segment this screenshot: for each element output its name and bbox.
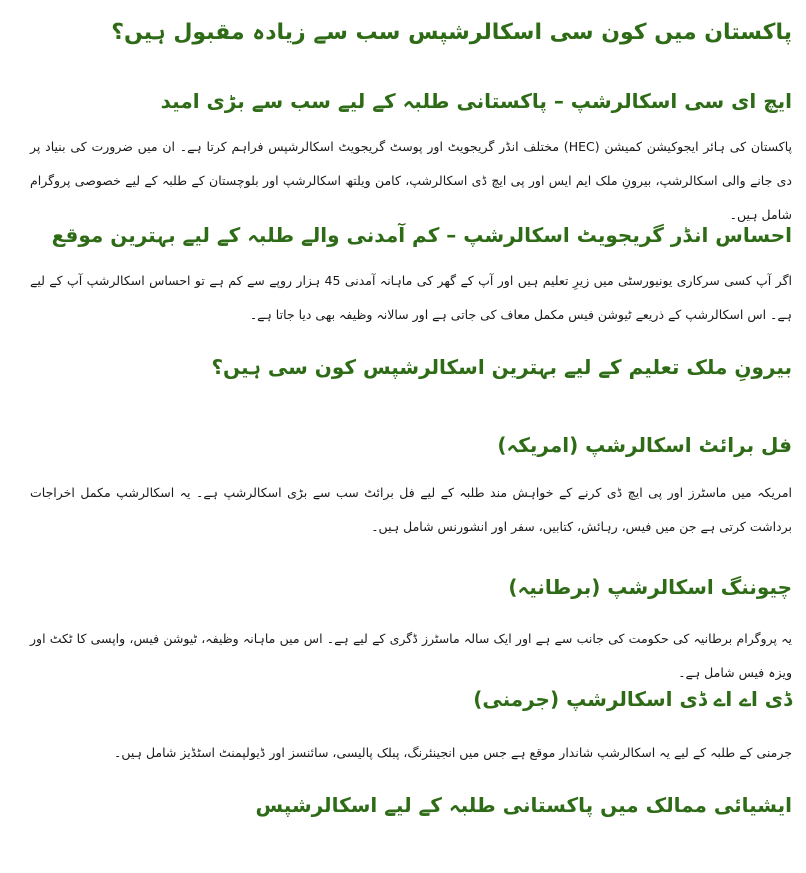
ehsaas-scholarship-paragraph: اگر آپ کسی سرکاری یونیورسٹی میں زیرِ تعلیم ہیں اور آپ کے گھر کی ماہانہ آمدنی 45 ہزار روپے سے کم ہے تو احساس اسکالرشپ آپ کے لیے ہے۔ اس اسکالرشپ کے ذریعے ٹیوشن فیس مکمل معاف کی جاتی ہے اور سالانہ وظیفہ بھی دیا جاتا ہے۔: [30, 273, 792, 322]
ehsaas-heading-block: [30, 208, 792, 260]
hec-scholarship-heading: ایچ ای سی اسکالرشپ – پاکستانی طلبہ کے لیے سب سے بڑی امید: [160, 89, 792, 113]
daad-scholarship-paragraph: جرمنی کے طلبہ کے لیے یہ اسکالرشپ شاندار موقع ہے جس میں انجینئرنگ، پبلک پالیسی، سائنسز اور ڈیولپمنٹ اسٹڈیز شامل ہیں۔: [114, 745, 792, 760]
daad-paragraph-block: [30, 726, 792, 782]
asia-heading-block: [30, 782, 792, 832]
hec-paragraph-block: [30, 126, 792, 222]
main-heading: پاکستان میں کون سی اسکالرشپس سب سے زیادہ مقبول ہیں؟: [111, 20, 792, 45]
abroad-scholarships-heading: بیرونِ ملک تعلیم کے لیے بہترین اسکالرشپس کون سی ہیں؟: [211, 355, 792, 379]
main-heading-block: [30, 14, 792, 76]
chevening-scholarship-heading: چیوننگ اسکالرشپ (برطانیہ): [508, 575, 792, 599]
chevening-scholarship-paragraph: یہ پروگرام برطانیہ کی حکومت کی جانب سے ہے اور ایک سالہ ماسٹرز ڈگری کے لیے ہے۔ اس میں ماہانہ وظیفہ، ٹیوشن فیس، واپسی کا ٹکٹ اور ویزہ فیس شامل ہے۔: [30, 631, 792, 680]
asian-countries-scholarships-heading: ایشیائی ممالک میں پاکستانی طلبہ کے لیے اسکالرشپس: [255, 793, 792, 817]
fulbright-scholarship-heading: فل برائٹ اسکالرشپ (امریکہ): [497, 433, 792, 457]
chevening-paragraph-block: [30, 612, 792, 680]
abroad-heading-block: [30, 342, 792, 394]
fulbright-paragraph-block: [30, 472, 792, 558]
hec-scholarship-paragraph: پاکستان کی ہائر ایجوکیشن کمیشن (HEC) مختلف انڈر گریجویٹ اور پوسٹ گریجویٹ اسکالرشپس فراہم کرتا ہے۔ ان میں ضرورت کی بنیاد پر دی جانے والی اسکالرشپ، بیرونِ ملک ایم ایس اور پی ایچ ڈی اسکالرشپ، کامن ویلتھ اسکالرشپ اور بلوچستان کے طلبہ کے لیے خصوصی پروگرام شامل ہیں۔: [30, 139, 792, 222]
ehsaas-paragraph-block: [30, 260, 792, 342]
hec-heading-block: [30, 76, 792, 126]
fulbright-heading-block: [30, 394, 792, 472]
daad-scholarship-heading: ڈی اے اے ڈی اسکالرشپ (جرمنی): [473, 687, 792, 711]
fulbright-scholarship-paragraph: امریکہ میں ماسٹرز اور پی ایچ ڈی کرنے کے خواہش مند طلبہ کے لیے فل برائٹ سب سے بڑی اسکالرشپ ہے۔ یہ اسکالرشپ مکمل اخراجات برداشت کرتی ہے جن میں فیس، رہائش، کتابیں، سفر اور انشورنس شامل ہیں۔: [30, 485, 792, 534]
chevening-heading-block: [30, 558, 792, 612]
ehsaas-scholarship-heading: احساس انڈر گریجویٹ اسکالرشپ – کم آمدنی والے طلبہ کے لیے بہترین موقع: [51, 223, 792, 247]
